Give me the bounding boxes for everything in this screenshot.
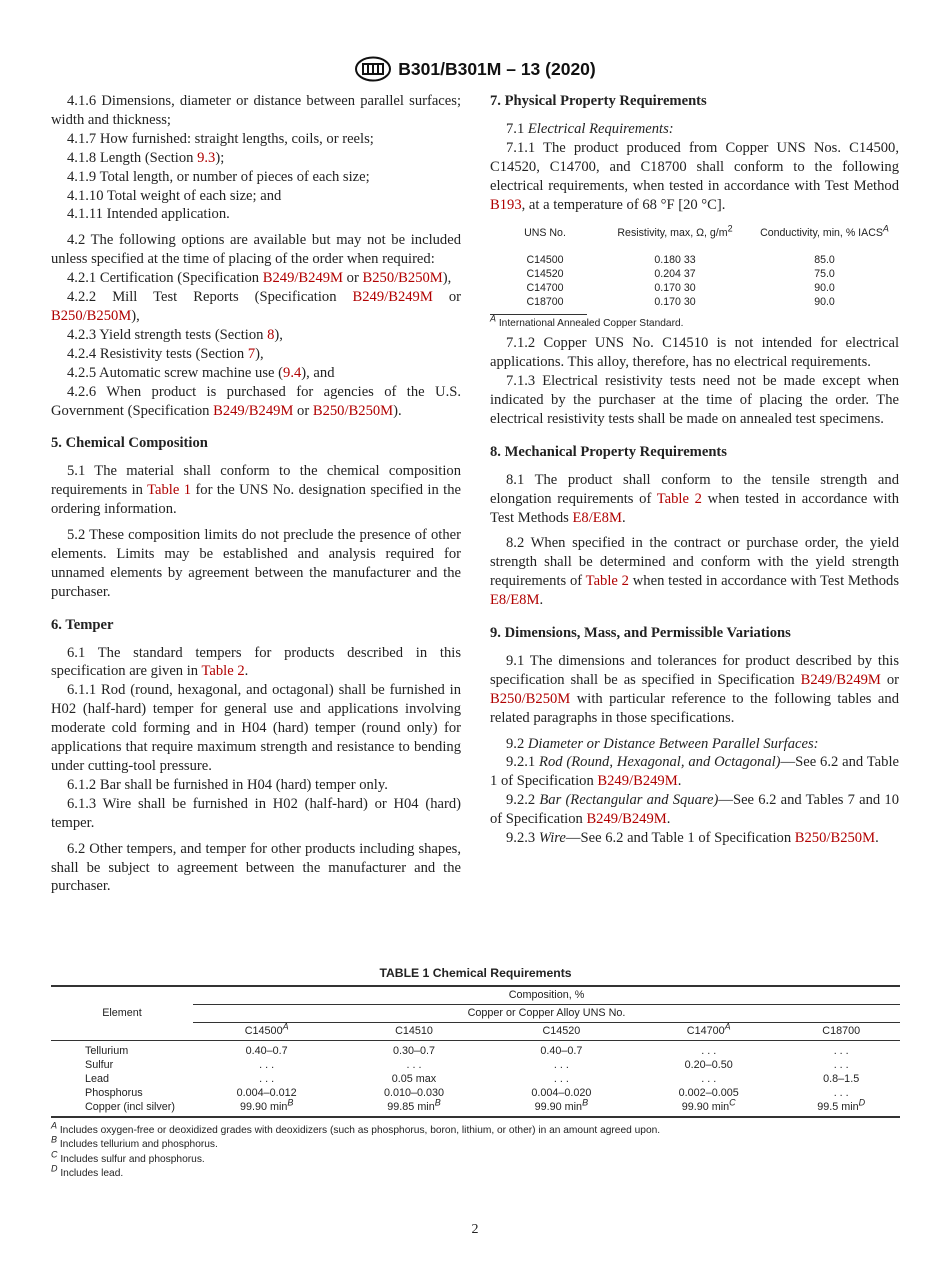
- column-header: C14510: [395, 1025, 433, 1037]
- paragraph-4-1-8: 4.1.8 Length (Section 9.3);: [67, 149, 225, 166]
- paragraph-7-1-2: 7.1.2 Copper UNS No. C14510 is not intended for electrical applications. This alloy, therefore, has no electrical requirements.: [490, 335, 899, 371]
- section-heading-8: 8. Mechanical Property Requirements: [490, 443, 727, 460]
- paragraph-4-2-2: 4.2.2 Mill Test Reports (Specification B249/B249M or B250/B250M),: [51, 289, 461, 324]
- table-note: $^B$ Includes tellurium and phosphorus.: [51, 1135, 218, 1151]
- paragraph-4-1-10: 4.1.10 Total weight of each size; and: [67, 187, 282, 204]
- paragraph-4-2-1: 4.2.1 Certification (Specification B249/B249M or B250/B250M),: [67, 270, 452, 287]
- paragraph-7-1-3: 7.1.3 Electrical resistivity tests need not be made except when indicated by the purchaser at the time of placing the order. The electrical resistivity tests shall be made on annealed test specimens.: [490, 373, 899, 427]
- table-link[interactable]: Table 2: [201, 663, 245, 680]
- table-note: $^D$ Includes lead.: [51, 1163, 124, 1180]
- right-column: [490, 92, 899, 848]
- table-link[interactable]: Table 2: [656, 490, 702, 507]
- spec-link[interactable]: B249/B249M: [213, 402, 294, 419]
- page-number: 2: [471, 1222, 479, 1237]
- paragraph-4-2: 4.2 The following options are available but may not be included unless specified at the time of placing of the order when required:: [51, 232, 461, 268]
- table-footnote: $^A$ International Annealed Copper Standard.: [490, 313, 684, 330]
- section-link[interactable]: 9.3: [197, 149, 216, 166]
- section-heading-5: 5. Chemical Composition: [51, 435, 208, 452]
- table-row: Lead . . . 0.05 max . . . . . . 0.8–1.5: [85, 1073, 860, 1085]
- document-designation: B301/B301M – 13 (2020): [398, 59, 596, 79]
- paragraph-4-1-7: 4.1.7 How furnished: straight lengths, coils, or reels;: [67, 130, 374, 147]
- column-header: Resistivity, max, Ω, $g/m^2$: [617, 223, 733, 240]
- paragraph-6-2: 6.2 Other tempers, and temper for other products including shapes, shall be subject to agreement between the manufacturer and the purchaser.: [51, 840, 461, 895]
- table-note: $^A$ Includes oxygen-free or deoxidized grades with deoxidizers (such as phosphorus, boron, lithium, or other) in an amount agreed upon.: [51, 1120, 661, 1136]
- spec-link[interactable]: B250/B250M: [794, 830, 876, 847]
- section-heading-9: 9. Dimensions, Mass, and Permissible Variations: [490, 625, 791, 642]
- spec-link[interactable]: B250/B250M: [312, 402, 394, 419]
- table-row: Copper (incl silver) 99.90 $\min^B$ 99.85 $\min^B$ 99.90 $\min^B$ 99.90 $\min^C$ 99.5 $\min^D$: [51, 1100, 900, 1117]
- column-header: UNS No.: [524, 227, 566, 240]
- paragraph-9-2: 9.2 Diameter or Distance Between Parallel Surfaces:: [506, 735, 819, 752]
- table-link[interactable]: Table 2: [585, 573, 629, 590]
- paragraph-6-1-1: 6.1.1 Rod (round, hexagonal, and octagonal) shall be furnished in H02 (half-hard) temper for general use and applications involving moderate cold forming and in H04 (hard) temper (round only) for applications that require maximum strength and resistance to bending under cutting-tool pressure.: [51, 682, 461, 774]
- section-heading-6: 6. Temper: [51, 616, 114, 633]
- column-header: C14520: [542, 1025, 581, 1037]
- paragraph-4-2-5: 4.2.5 Automatic screw machine use (9.4), and: [67, 364, 335, 381]
- left-column: [51, 92, 461, 896]
- column-header: Conductivity, min, % $IACS^A$: [760, 223, 889, 240]
- table-title: TABLE 1 Chemical Requirements: [379, 966, 572, 980]
- paragraph-9-2-1: 9.2.1 Rod (Round, Hexagonal, and Octagonal)—See 6.2 and Table 1 of Specification B249/B249M.: [490, 754, 899, 790]
- table-row: Sulfur . . . . . . . . . 0.20–0.50 . . .: [85, 1059, 849, 1071]
- paragraph-9-1: 9.1 The dimensions and tolerances for product described by this specification shall be as specified in Specification B249/B249M or B250/B250M with particular reference to the following tables and related paragraphs in those specifications.: [490, 652, 899, 726]
- paragraph-5-1: 5.1 The material shall conform to the chemical composition requirements in Table 1 for the UNS No. designation specified in the ordering information.: [51, 463, 461, 518]
- paragraph-9-2-2: 9.2.2 Bar (Rectangular and Square)—See 6.2 and Tables 7 and 10 of Specification B249/B249M.: [490, 792, 899, 828]
- section-link[interactable]: 8: [267, 326, 275, 343]
- spec-link[interactable]: B249/B249M: [586, 811, 667, 828]
- column-header: C18700: [822, 1025, 861, 1037]
- spec-link[interactable]: B249/B249M: [352, 289, 433, 306]
- spec-link[interactable]: B249/B249M: [800, 671, 881, 688]
- electrical-requirements-table: [490, 222, 899, 334]
- table-notes: [51, 1120, 900, 1182]
- astm-logo-icon: [354, 56, 392, 82]
- table-row: Phosphorus 0.004–0.012 0.010–0.030 0.004–0.020 0.002–0.005 . . .: [85, 1087, 849, 1099]
- spec-link[interactable]: B250/B250M: [362, 270, 443, 287]
- spec-link[interactable]: B250/B250M: [490, 690, 571, 707]
- paragraph-6-1: 6.1 The standard tempers for products described in this specification are given in Table 2.: [51, 644, 461, 680]
- table-row: C14700 0.170 30 90.0: [526, 282, 835, 295]
- spec-link[interactable]: B250/B250M: [51, 307, 132, 324]
- table-row: C14500 0.180 33 85.0: [526, 254, 835, 267]
- table-row: Tellurium 0.40–0.7 0.30–0.7 0.40–0.7 . . . . . .: [51, 1041, 900, 1059]
- chemical-requirements-table: [51, 966, 900, 1182]
- paragraph-4-2-6: 4.2.6 When product is purchased for agencies of the U.S. Government (Specification B249/B249M or B250/B250M).: [51, 383, 461, 419]
- section-link[interactable]: 7: [247, 345, 256, 362]
- paragraph-7-1: 7.1 Electrical Requirements:: [506, 120, 674, 137]
- column-header: $C14500^A$: [244, 1021, 289, 1037]
- paragraph-8-2: 8.2 When specified in the contract or purchase order, the yield strength shall be determined and conform with the yield strength requirements of Table 2 when tested in accordance with Test Methods E8/E8M.: [490, 535, 899, 609]
- composition-header: Composition, %: [193, 986, 900, 1005]
- table-row: C14520 0.204 37 75.0: [526, 268, 835, 281]
- element-header: Element: [102, 1007, 142, 1019]
- spec-link[interactable]: B249/B249M: [597, 773, 678, 790]
- paragraph-9-2-3: 9.2.3 Wire—See 6.2 and Table 1 of Specification B250/B250M.: [506, 830, 879, 847]
- table-link[interactable]: Table 1: [147, 482, 192, 499]
- paragraph-4-1-11: 4.1.11 Intended application.: [67, 206, 230, 223]
- paragraph-4-2-3: 4.2.3 Yield strength tests (Section 8),: [67, 326, 283, 343]
- paragraph-6-1-2: 6.1.2 Bar shall be furnished in H04 (hard) temper only.: [67, 776, 388, 793]
- test-method-link[interactable]: E8/E8M: [572, 509, 622, 526]
- alloy-header: Copper or Copper Alloy UNS No.: [193, 1005, 900, 1023]
- table-note: $^C$ Includes sulfur and phosphorus.: [51, 1149, 205, 1165]
- section-heading-7: 7. Physical Property Requirements: [490, 93, 707, 109]
- table-row: C18700 0.170 30 90.0: [526, 296, 835, 309]
- spec-link[interactable]: B249/B249M: [262, 270, 344, 287]
- paragraph-5-2: 5.2 These composition limits do not preclude the presence of other elements. Limits may be established and analysis required for unnamed elements by agreement between the manufacturer and the purchaser.: [51, 527, 461, 600]
- paragraph-4-2-4: 4.2.4 Resistivity tests (Section 7),: [67, 345, 264, 362]
- column-header: $C14700^A$: [686, 1021, 731, 1037]
- paragraph-8-1: 8.1 The product shall conform to the tensile strength and elongation requirements of Table 2 when tested in accordance with Test Methods E8/E8M.: [490, 471, 899, 526]
- page-header: [0, 56, 950, 82]
- paragraph-7-1-1: 7.1.1 The product produced from Copper UNS Nos. C14500, C14520, C14700, and C18700 shall conform to the following electrical requirements, when tested in accordance with Test Method B193, at a temperature of 68 °F [20 °C].: [490, 139, 899, 213]
- paragraph-6-1-3: 6.1.3 Wire shall be furnished in H02 (half-hard) or H04 (hard) temper.: [51, 795, 461, 831]
- test-method-link[interactable]: E8/E8M: [490, 592, 540, 609]
- test-method-link[interactable]: B193: [490, 196, 522, 213]
- section-link[interactable]: 9.4: [283, 364, 302, 381]
- paragraph-4-1-9: 4.1.9 Total length, or number of pieces of each size;: [67, 168, 370, 185]
- paragraph-4-1-6: 4.1.6 Dimensions, diameter or distance between parallel surfaces; width and thickness;: [51, 93, 461, 128]
